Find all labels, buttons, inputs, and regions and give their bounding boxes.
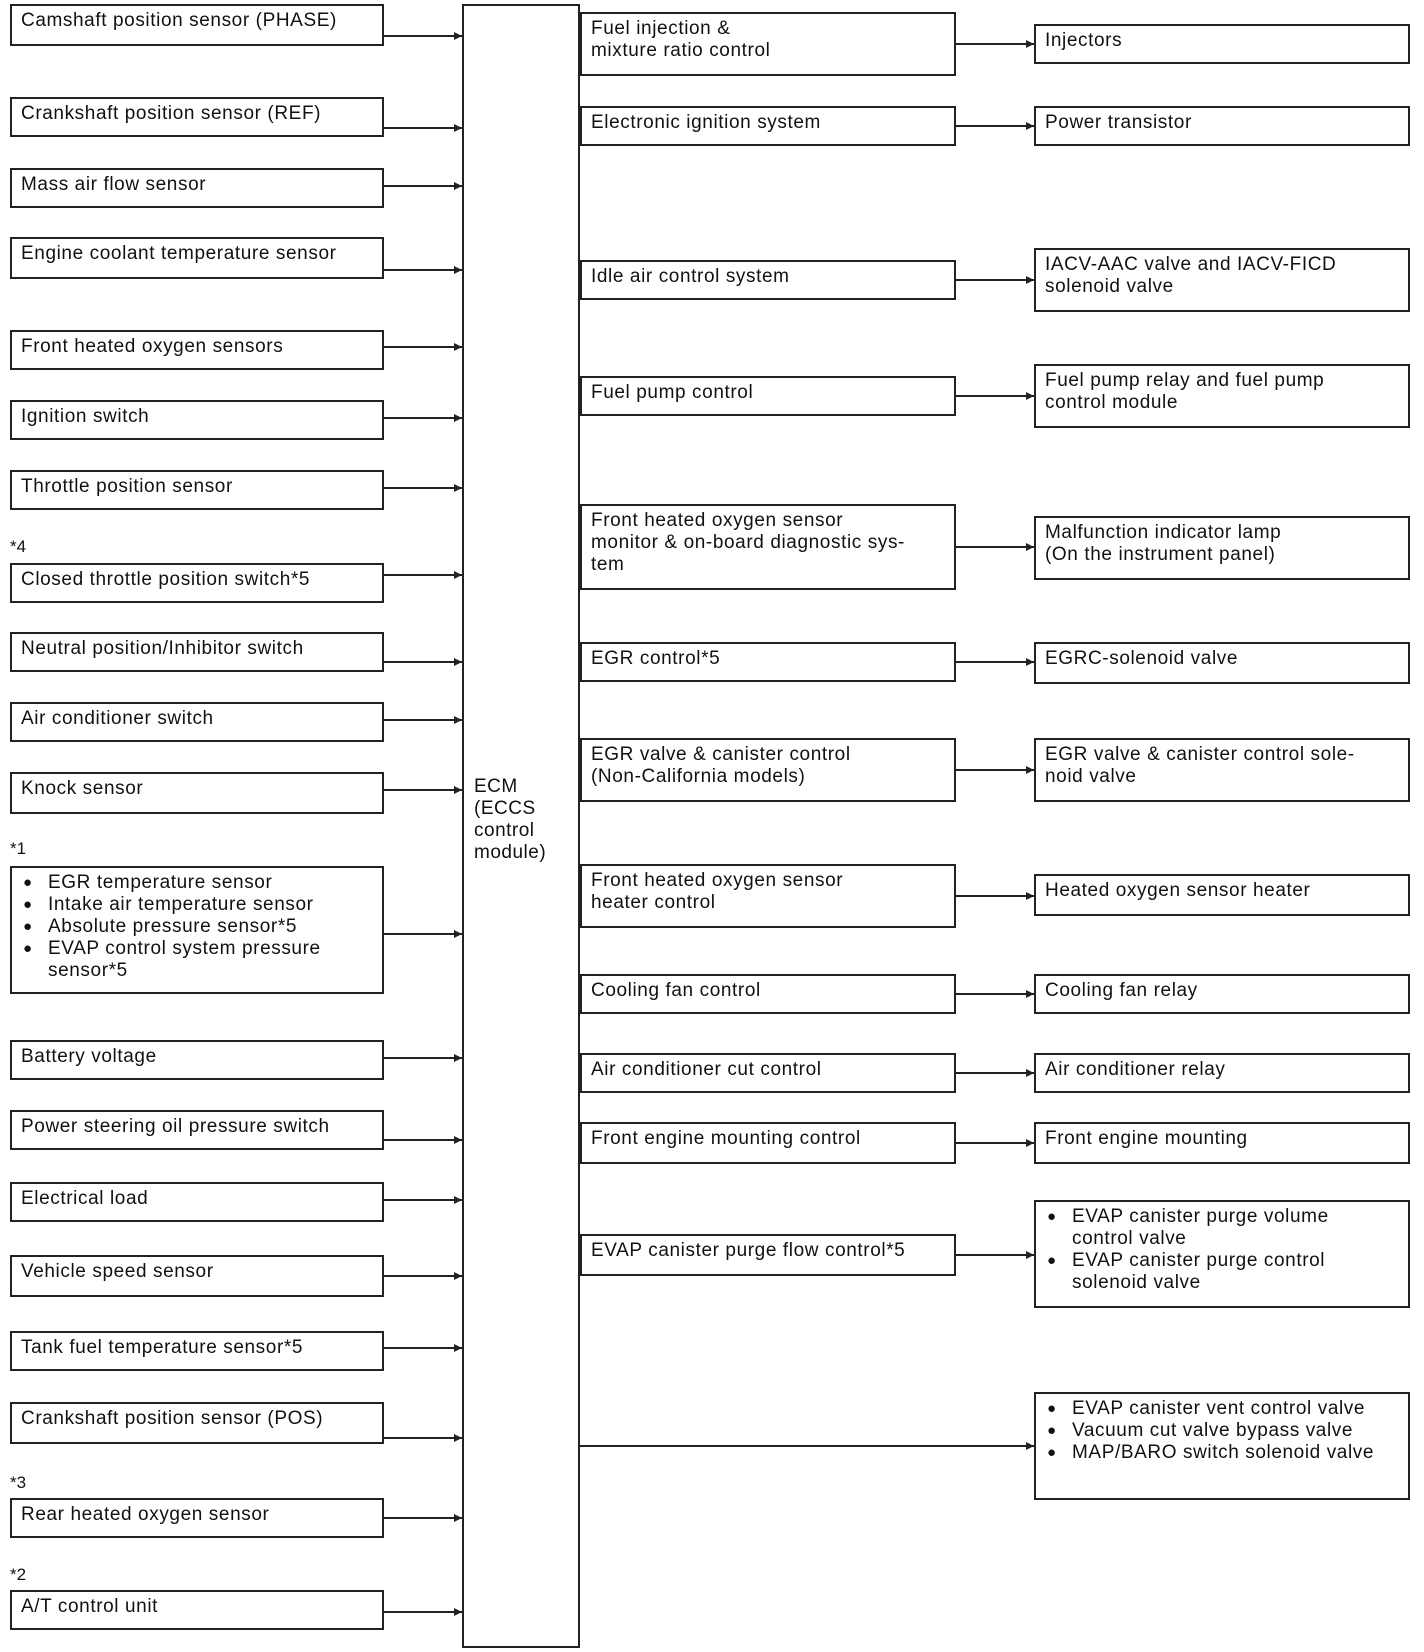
input-throttle-position xyxy=(10,470,384,510)
function-idle-air xyxy=(580,260,956,300)
output-mil xyxy=(1034,516,1410,580)
input-label: Front heated oxygen sensors xyxy=(21,336,284,357)
input-label: Neutral position/Inhibitor switch xyxy=(21,638,304,659)
function-fuel-injection xyxy=(580,12,956,76)
input-camshaft-phase xyxy=(10,4,384,46)
function-label: tem xyxy=(591,554,625,575)
output-ac-relay xyxy=(1034,1053,1410,1093)
input-air-conditioner-switch xyxy=(10,702,384,742)
input-mass-air-flow xyxy=(10,168,384,208)
evap-purge-item: ● EVAP canister purge control solenoid valve xyxy=(1045,1250,1392,1294)
input-vehicle-speed xyxy=(10,1255,384,1297)
function-label: Front heated oxygen sensor xyxy=(591,510,844,531)
input-label: Knock sensor xyxy=(21,778,144,799)
input-battery-voltage xyxy=(10,1040,384,1080)
input-crankshaft-ref xyxy=(10,97,384,137)
evap-vent-item: ● EVAP canister vent control valve xyxy=(1045,1398,1399,1420)
input-label: Crankshaft position sensor (POS) xyxy=(21,1408,324,1429)
output-label: control module xyxy=(1045,392,1179,413)
function-label: (Non-California models) xyxy=(591,766,806,787)
input-neutral-position xyxy=(10,632,384,672)
input-closed-throttle xyxy=(10,563,384,603)
output-label: Cooling fan relay xyxy=(1045,980,1198,1001)
ecm-label-line: control xyxy=(474,820,535,841)
output-evap-purge xyxy=(1034,1200,1410,1308)
input-crankshaft-pos xyxy=(10,1402,384,1444)
input-label: Rear heated oxygen sensor xyxy=(21,1504,270,1525)
footnote-1: *1 xyxy=(10,839,27,858)
output-label: EGR valve & canister control sole- xyxy=(1045,744,1355,765)
input-label: Battery voltage xyxy=(21,1046,157,1067)
input-label: Mass air flow sensor xyxy=(21,174,207,195)
function-cooling-fan xyxy=(580,974,956,1014)
input-multi-sensor xyxy=(10,866,384,994)
function-ac-cut xyxy=(580,1053,956,1093)
function-label: Front heated oxygen sensor xyxy=(591,870,844,891)
input-label: Tank fuel temperature sensor*5 xyxy=(21,1337,304,1358)
function-label: Cooling fan control xyxy=(591,980,761,1001)
output-evap-vent xyxy=(1034,1392,1410,1500)
function-label: Air conditioner cut control xyxy=(591,1059,822,1080)
output-label: noid valve xyxy=(1045,766,1137,787)
ecm-block xyxy=(462,4,580,1648)
output-egrc-valve xyxy=(1034,642,1410,684)
output-oxygen-sensor-heater xyxy=(1034,874,1410,916)
multi-sensor-item: ● Absolute pressure sensor*5 xyxy=(21,916,373,938)
output-label: solenoid valve xyxy=(1045,276,1174,297)
ecm-label-line: ECM xyxy=(474,776,518,797)
evap-vent-item: ● MAP/BARO switch solenoid valve xyxy=(1045,1442,1382,1464)
input-power-steering xyxy=(10,1110,384,1150)
output-power-transistor xyxy=(1034,106,1410,146)
output-label: Front engine mounting xyxy=(1045,1128,1248,1149)
output-label: Malfunction indicator lamp xyxy=(1045,522,1282,543)
evap-purge-item: ● EVAP canister purge volume control valve xyxy=(1045,1206,1392,1250)
function-label: EGR valve & canister control xyxy=(591,744,851,765)
function-ignition-system xyxy=(580,106,956,146)
function-evap-purge-flow xyxy=(580,1234,956,1276)
function-fuel-pump xyxy=(580,376,956,416)
output-engine-mounting xyxy=(1034,1122,1410,1164)
function-label: heater control xyxy=(591,892,716,913)
input-label: Crankshaft position sensor (REF) xyxy=(21,103,322,124)
evap-vent-list xyxy=(1045,1398,1399,1464)
footnote-4: *4 xyxy=(10,537,27,556)
footnote-2: *2 xyxy=(10,1565,27,1584)
evap-purge-list xyxy=(1045,1206,1399,1294)
input-label: Throttle position sensor xyxy=(21,476,233,497)
input-rear-oxygen xyxy=(10,1498,384,1538)
function-egr-canister xyxy=(580,738,956,802)
input-tank-fuel-temp xyxy=(10,1331,384,1371)
output-label: Power transistor xyxy=(1045,112,1192,133)
output-iacv xyxy=(1034,248,1410,312)
input-front-oxygen xyxy=(10,330,384,370)
output-label: Injectors xyxy=(1045,30,1123,51)
input-label: Air conditioner switch xyxy=(21,708,214,729)
function-label: EVAP canister purge flow control*5 xyxy=(591,1240,906,1261)
ecm-label xyxy=(474,776,578,864)
input-electrical-load xyxy=(10,1182,384,1222)
multi-sensor-item: ● Intake air temperature sensor xyxy=(21,894,373,916)
output-label: Air conditioner relay xyxy=(1045,1059,1226,1080)
function-label: Electronic ignition system xyxy=(591,112,821,133)
input-ignition-switch xyxy=(10,400,384,440)
input-knock-sensor xyxy=(10,772,384,814)
evap-vent-item: ● Vacuum cut valve bypass valve xyxy=(1045,1420,1399,1442)
input-engine-coolant xyxy=(10,237,384,279)
input-label: Vehicle speed sensor xyxy=(21,1261,214,1282)
multi-sensor-list xyxy=(21,872,373,982)
output-fuel-pump-relay xyxy=(1034,364,1410,428)
output-label: EGRC-solenoid valve xyxy=(1045,648,1239,669)
ecm-label-line: (ECCS xyxy=(474,798,536,819)
function-label: mixture ratio control xyxy=(591,40,771,61)
output-injectors xyxy=(1034,24,1410,64)
function-label: Idle air control system xyxy=(591,266,790,287)
multi-sensor-item: ● EGR temperature sensor xyxy=(21,872,373,894)
input-label: Electrical load xyxy=(21,1188,149,1209)
function-label: EGR control*5 xyxy=(591,648,721,669)
output-label: Fuel pump relay and fuel pump xyxy=(1045,370,1325,391)
input-label: Ignition switch xyxy=(21,406,150,427)
function-oxygen-monitor xyxy=(580,504,956,590)
function-label: Fuel pump control xyxy=(591,382,754,403)
input-label: Closed throttle position switch*5 xyxy=(21,569,311,590)
input-label: Power steering oil pressure switch xyxy=(21,1116,330,1137)
input-label: Camshaft position sensor (PHASE) xyxy=(21,10,337,31)
ecm-label-line: module) xyxy=(474,842,547,863)
multi-sensor-item: ● EVAP control system pressure sensor*5 xyxy=(21,938,348,982)
input-label: A/T control unit xyxy=(21,1596,159,1617)
function-oxygen-heater xyxy=(580,864,956,928)
input-label: Engine coolant temperature sensor xyxy=(21,243,337,264)
function-egr-control xyxy=(580,642,956,682)
footnote-3: *3 xyxy=(10,1473,27,1492)
function-label: Front engine mounting control xyxy=(591,1128,861,1149)
input-at-control xyxy=(10,1590,384,1630)
output-egr-canister-valve xyxy=(1034,738,1410,802)
function-label: Fuel injection & xyxy=(591,18,731,39)
output-label: (On the instrument panel) xyxy=(1045,544,1276,565)
output-cooling-fan-relay xyxy=(1034,974,1410,1014)
output-label: Heated oxygen sensor heater xyxy=(1045,880,1311,901)
function-engine-mounting xyxy=(580,1122,956,1164)
output-label: IACV-AAC valve and IACV-FICD xyxy=(1045,254,1337,275)
function-label: monitor & on-board diagnostic sys- xyxy=(591,532,905,553)
